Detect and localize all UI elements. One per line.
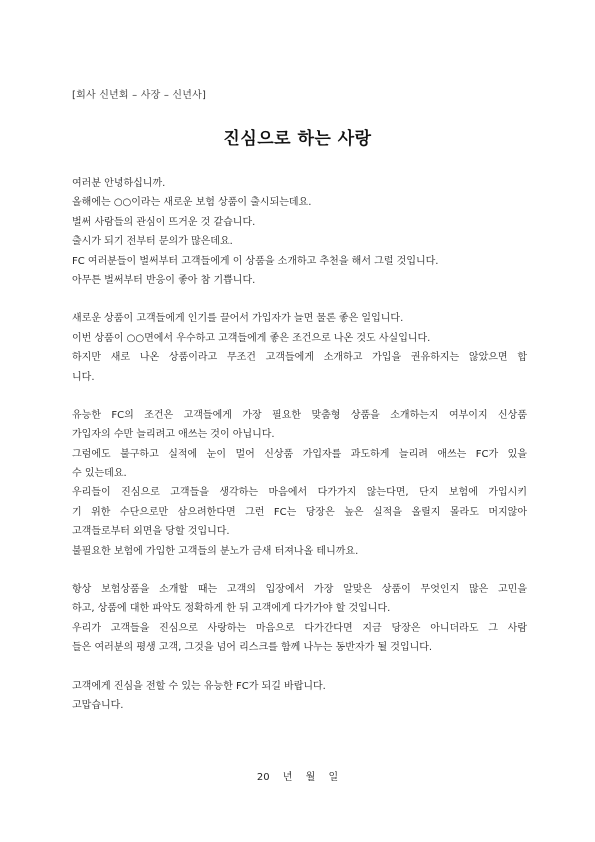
date-line: 20 년 월 일: [256, 772, 339, 783]
text-line: 고객에게 진심을 전할 수 있는 유능한 FC가 되길 바랍니다.: [72, 680, 326, 692]
paragraph-1: [72, 174, 527, 290]
text-line: 출시가 되기 전부터 문의가 많은데요.: [72, 236, 233, 248]
paragraph-4: [72, 580, 527, 658]
text-line: 항상 보험상품을 소개할 때는 고객의 입장에서 가장 알맞은 상품이 무엇인지 많은 고민을: [72, 584, 527, 596]
text-line: 고객들로부터 외면을 당할 것입니다.: [72, 526, 230, 538]
text-line: 고맙습니다.: [72, 699, 124, 711]
text-line: 들은 여러분의 평생 고객, 그것을 넘어 리스크를 함께 나누는 동반자가 될 것입니다.: [72, 642, 433, 654]
document-title: 진심으로 하는 사랑: [223, 129, 372, 149]
text-line: 아무튼 벌써부터 반응이 좋아 참 기쁩니다.: [72, 274, 256, 286]
text-line: 그럼에도 불구하고 실적에 눈이 멀어 신상품 가입자를 과도하게 늘리려 애쓰는 FC가 있을: [72, 448, 527, 460]
text-line: 가입자의 수만 늘리려고 애쓰는 것이 아닙니다.: [72, 429, 275, 441]
text-line: FC 여러분들이 벌써부터 고객들에게 이 상품을 소개하고 추천을 해서 그럴 것입니다.: [72, 255, 439, 267]
body-text: [72, 174, 527, 734]
text-line: 불필요한 보험에 가입한 고객들의 분노가 금새 터져나올 테니까요.: [72, 545, 359, 557]
paragraph-5: [72, 677, 527, 716]
text-line: 이번 상품이 ○○면에서 우수하고 고객들에게 좋은 조건으로 나온 것도 사실입니다.: [72, 332, 431, 344]
text-line: 하지만 새로 나온 상품이라고 무조건 고객들에게 소개하고 가입을 권유하지는 않았으면 합: [72, 352, 527, 364]
text-line: 기 위한 수단으로만 삼으려한다면 그런 FC는 당장은 높은 실적을 올릴지 몰라도 머지않아: [72, 506, 527, 518]
text-line: 하고, 상품에 대한 파악도 정확하게 한 뒤 고객에게 다가가야 할 것입니다.: [72, 603, 391, 615]
paragraph-2: [72, 309, 527, 387]
text-line: 우리가 고객들을 진심으로 사랑하는 마음으로 다가간다면 지금 당장은 아니더라도 그 사람: [72, 622, 527, 634]
text-line: 여러분 안녕하십니까.: [72, 178, 166, 189]
text-line: 유능한 FC의 조건은 고객들에게 가장 필요한 맞춤형 상품을 소개하는지 여부이지 신상품: [72, 409, 527, 421]
text-line: 벌써 사람들의 관심이 뜨거운 것 같습니다.: [72, 216, 256, 228]
text-line: 새로운 상품이 고객들에게 인기를 끌어서 가입자가 늘면 물론 좋은 일입니다.: [72, 313, 404, 325]
header-tag: [회사 신년회 – 사장 – 신년사]: [72, 90, 207, 101]
paragraph-3: [72, 406, 527, 561]
text-line: 우리들이 진심으로 고객들을 생각하는 마음에서 다가가지 않는다면, 단지 보험에 가입시키: [72, 487, 527, 499]
text-line: 올해에는 ○○이라는 새로운 보험 상품이 출시되는데요.: [72, 197, 312, 209]
text-line: 니다.: [72, 371, 95, 383]
text-line: 수 있는데요.: [72, 468, 127, 480]
